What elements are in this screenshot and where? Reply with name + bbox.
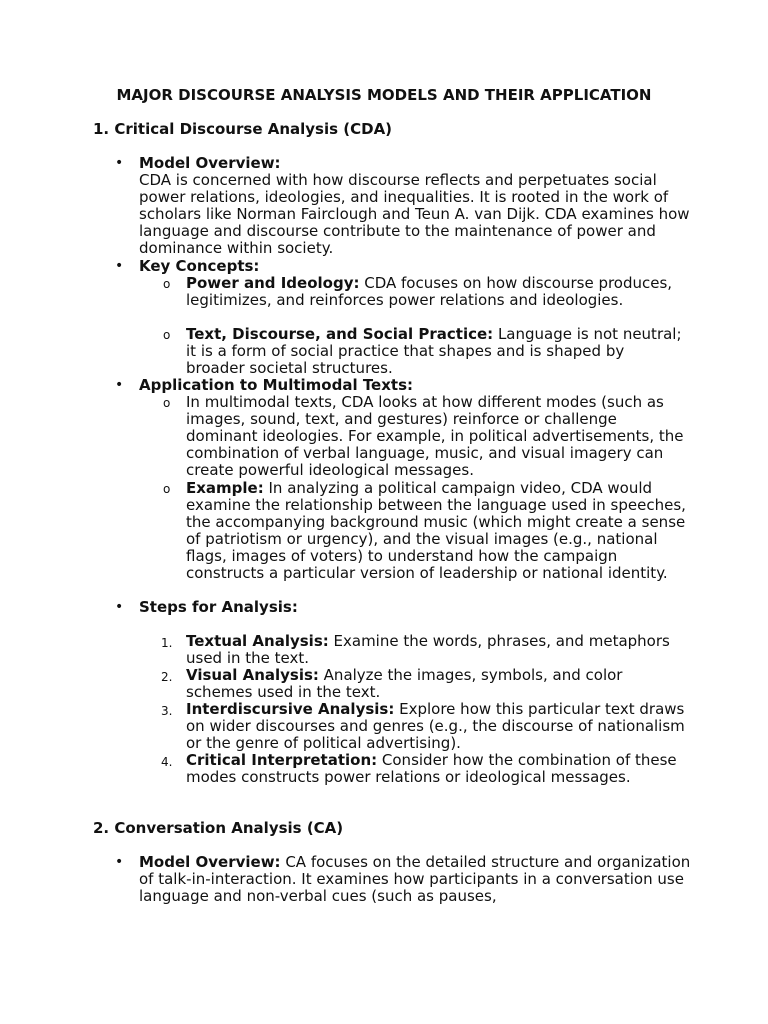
example-item	[186, 480, 686, 582]
step-item	[186, 667, 686, 701]
step-number: 3.	[161, 704, 173, 718]
key-concept-label: Text, Discourse, and Social Practice:	[186, 325, 494, 343]
step-label: Critical Interpretation:	[186, 751, 378, 769]
overview-label: Model Overview:	[139, 853, 281, 871]
overview-label: Model Overview:	[139, 154, 281, 172]
bullet-icon: •	[115, 599, 124, 615]
step-label: Textual Analysis:	[186, 632, 329, 650]
example-text: In analyzing a political campaign video, CDA would examine the relationship between the language used in speeches, the accompanying background music (which might create a sense of patriotism or urgency), and the visual images (e.g., national flags, images of voters) to understand how the campaign constructs a particular version of leadership or national identity.	[186, 479, 686, 582]
key-concept-label: Power and Ideology:	[186, 274, 360, 292]
circle-bullet-icon: o	[163, 482, 171, 496]
section-heading-cda: 1. Critical Discourse Analysis (CDA)	[93, 120, 393, 138]
bullet-icon: •	[115, 377, 124, 393]
steps-label: Steps for Analysis:	[139, 598, 298, 616]
circle-bullet-icon: o	[163, 396, 171, 410]
example-label: Example:	[186, 479, 264, 497]
key-concepts-label: Key Concepts:	[139, 257, 260, 275]
circle-bullet-icon: o	[163, 328, 171, 342]
circle-bullet-icon: o	[163, 277, 171, 291]
step-text: Consider how the combination of these modes constructs power relations or ideological messages.	[186, 751, 677, 786]
step-label: Interdiscursive Analysis:	[186, 700, 395, 718]
step-text: Examine the words, phrases, and metaphors used in the text.	[186, 632, 670, 667]
cda-model-overview	[139, 155, 699, 257]
step-text: Analyze the images, symbols, and color schemes used in the text.	[186, 666, 623, 701]
overview-text: CA focuses on the detailed structure and organization of talk-in-interaction. It examines how participants in a conversation use language and non-verbal cues (such as pauses,	[139, 853, 691, 905]
step-item	[186, 701, 686, 752]
key-concept-item	[186, 275, 686, 309]
step-item	[186, 633, 686, 667]
key-concept-text: Language is not neutral; it is a form of social practice that shapes and is shaped by broader societal structures.	[186, 325, 682, 377]
step-number: 4.	[161, 755, 173, 769]
step-item	[186, 752, 686, 786]
key-concept-text: CDA focuses on how discourse produces, legitimizes, and reinforces power relations and ideologies.	[186, 274, 673, 309]
bullet-icon: •	[115, 854, 124, 870]
step-number: 1.	[161, 636, 173, 650]
overview-text: CDA is concerned with how discourse reflects and perpetuates social power relations, ideologies, and inequalities. It is rooted in the work of scholars like Norman Fairclough and Teun A. van Dijk. CDA examines how language and discourse contribute to the maintenance of power and dominance within society.	[139, 171, 690, 257]
bullet-icon: •	[115, 155, 124, 171]
step-label: Visual Analysis:	[186, 666, 319, 684]
step-text: Explore how this particular text draws on wider discourses and genres (e.g., the discourse of nationalism or the genre of political advertising).	[186, 700, 685, 752]
application-label: Application to Multimodal Texts:	[139, 376, 413, 394]
ca-model-overview	[139, 854, 699, 905]
document-title: MAJOR DISCOURSE ANALYSIS MODELS AND THEIR APPLICATION	[116, 86, 652, 104]
application-text: In multimodal texts, CDA looks at how different modes (such as images, sound, text, and gestures) reinforce or challenge dominant ideologies. For example, in political advertisements, the combination of verbal language, music, and visual imagery can create powerful ideological messages.	[186, 393, 684, 479]
section-heading-ca: 2. Conversation Analysis (CA)	[93, 819, 344, 837]
key-concept-item	[186, 326, 686, 377]
bullet-icon: •	[115, 258, 124, 274]
step-number: 2.	[161, 670, 173, 684]
